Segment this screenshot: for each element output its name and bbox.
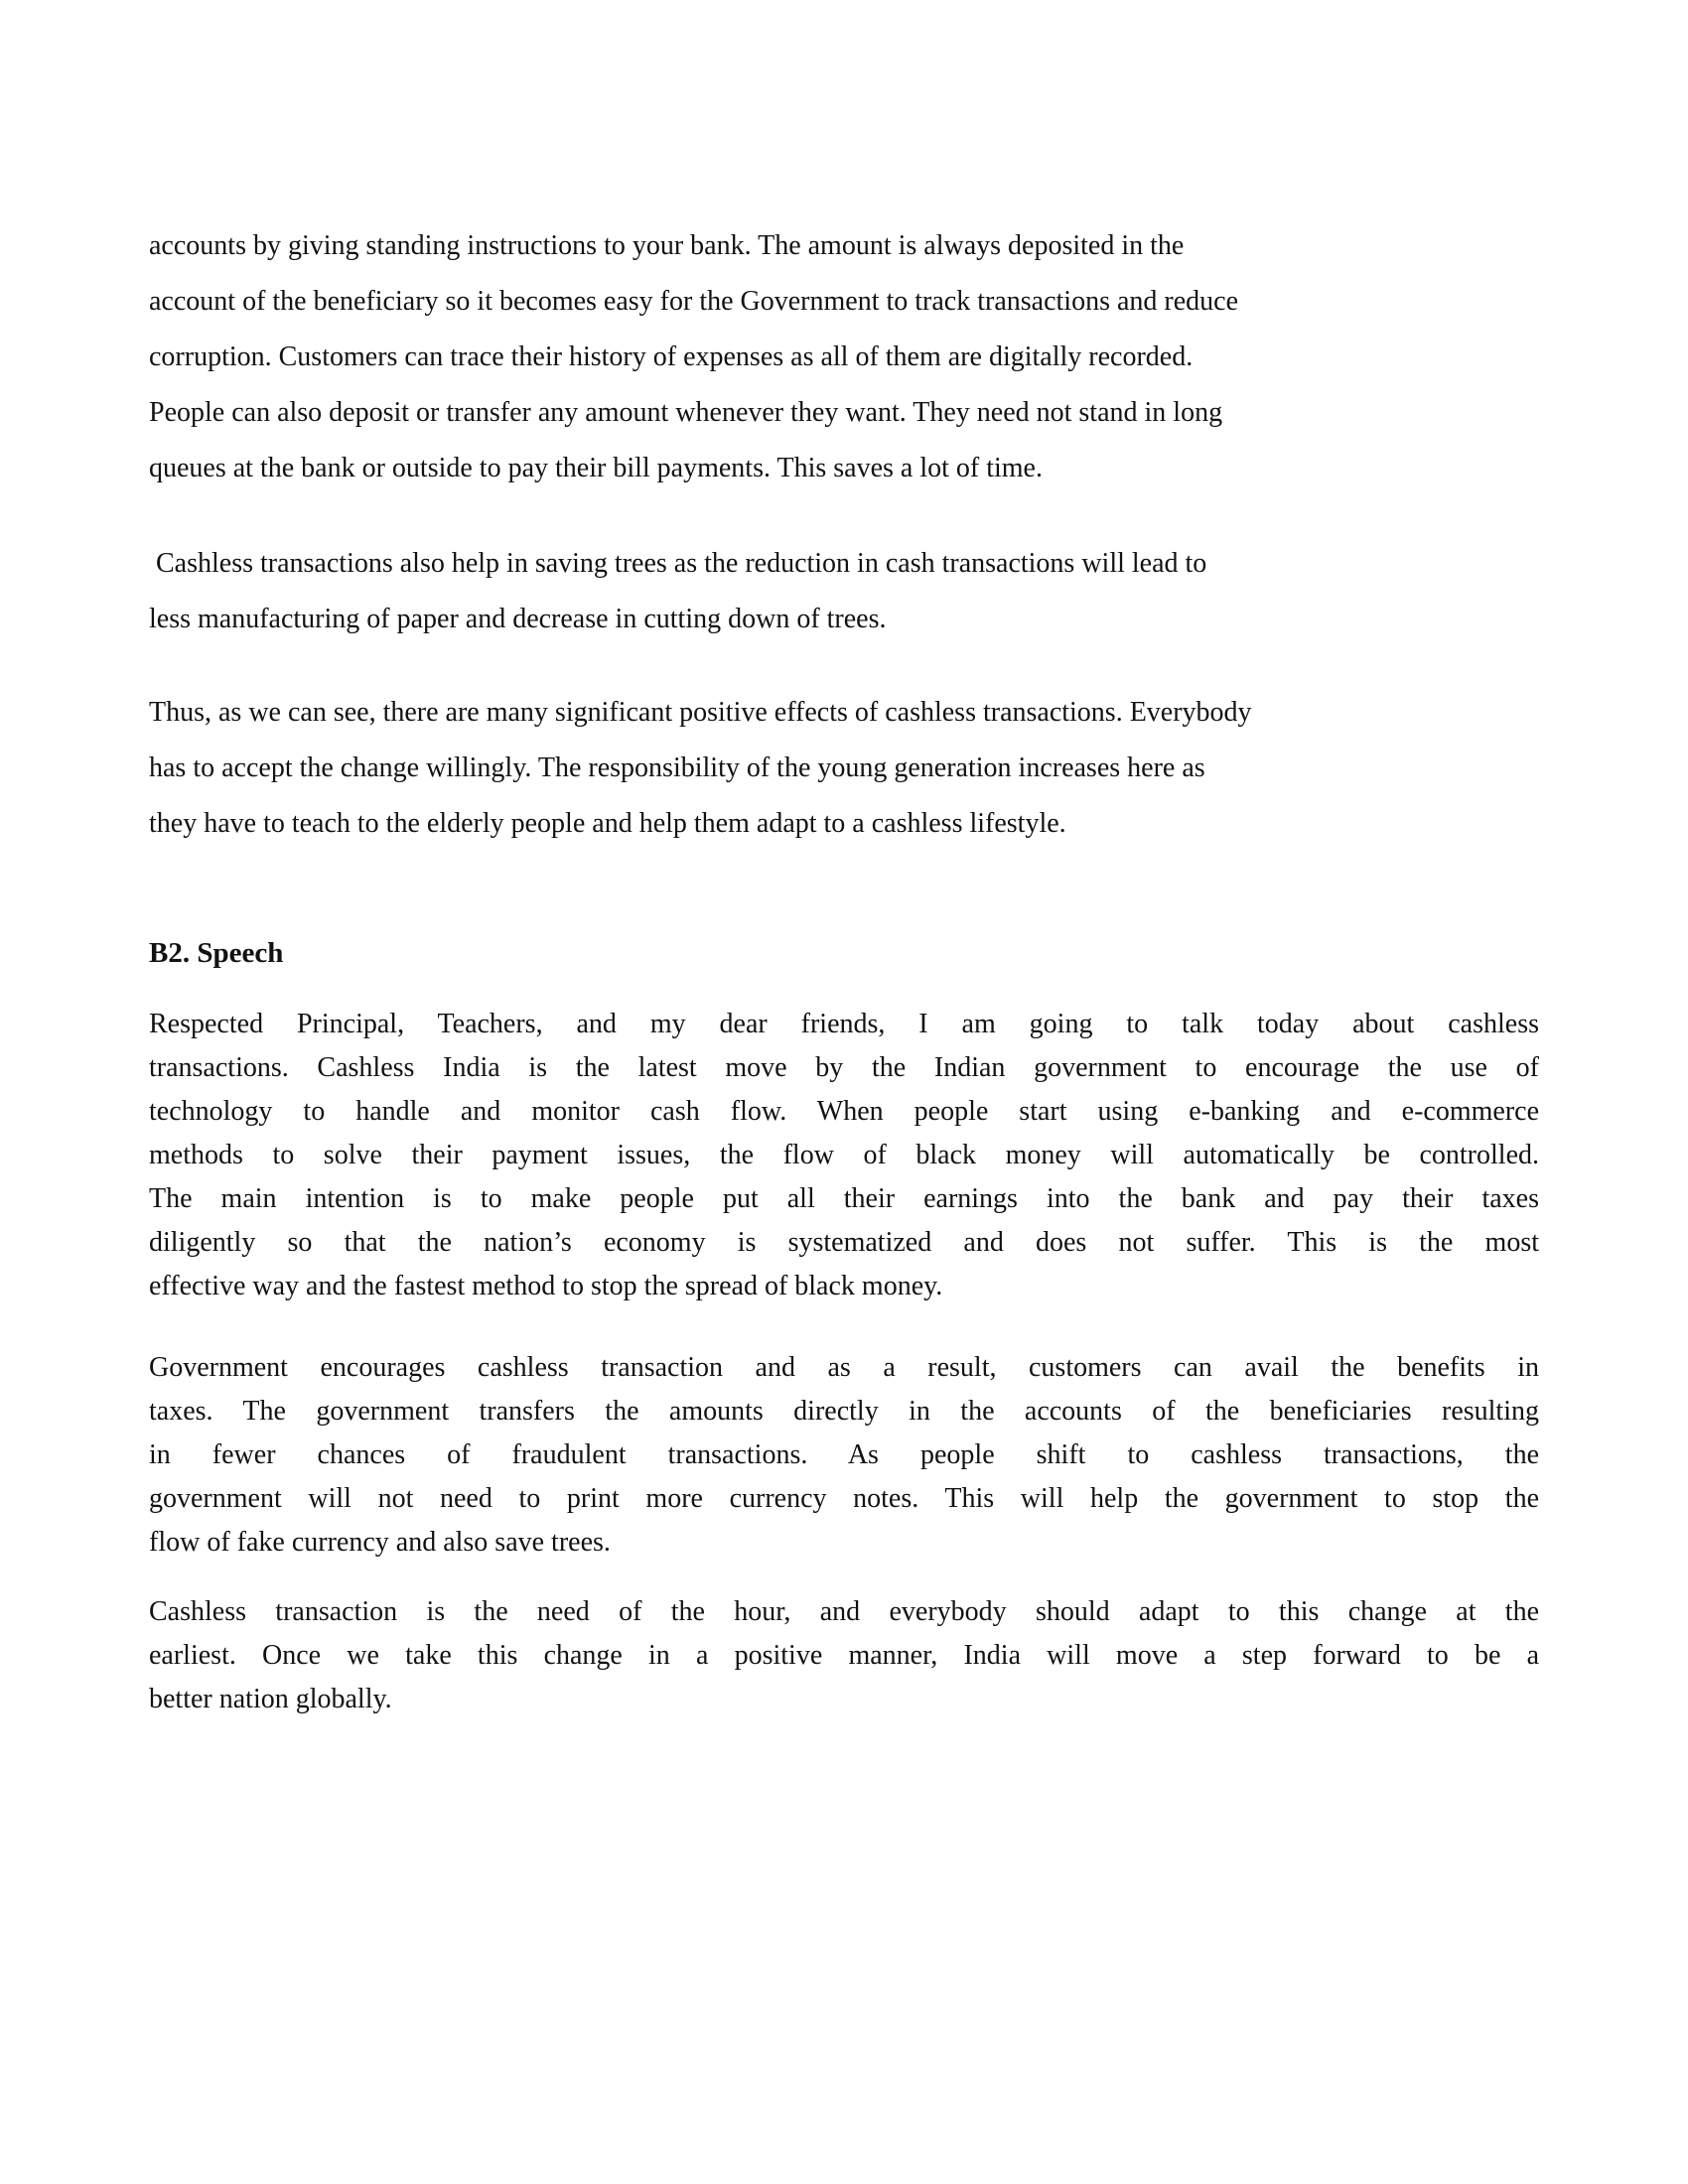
paragraph-line: better nation globally. — [149, 1684, 392, 1714]
paragraph — [149, 1003, 1539, 1308]
paragraph-line: taxes. The government transfers the amounts directly in the accounts of the beneficiaries resulting — [149, 1396, 1539, 1427]
paragraph-line: corruption. Customers can trace their history of expenses as all of them are digitally recorded. — [149, 341, 1194, 372]
paragraph-line: they have to teach to the elderly people and help them adapt to a cashless lifestyle. — [149, 808, 1066, 839]
paragraph-line: effective way and the fastest method to stop the spread of black money. — [149, 1271, 943, 1301]
paragraph-line: The main intention is to make people put all their earnings into the bank and pay their taxes — [149, 1183, 1539, 1214]
paragraph-line: government will not need to print more currency notes. This will help the government to stop the — [149, 1483, 1539, 1514]
paragraph — [149, 536, 1539, 647]
paragraph — [149, 218, 1539, 496]
paragraph-line: earliest. Once we take this change in a positive manner, India will move a step forward to be a — [149, 1640, 1539, 1671]
paragraph-line: accounts by giving standing instructions to your bank. The amount is always deposited in the — [149, 230, 1185, 261]
paragraph-line: Cashless transaction is the need of the hour, and everybody should adapt to this change at the — [149, 1596, 1539, 1627]
paragraph-line: diligently so that the nation’s economy is systematized and does not suffer. This is the most — [149, 1227, 1539, 1258]
paragraph — [149, 1346, 1539, 1565]
paragraph-line: less manufacturing of paper and decrease in cutting down of trees. — [149, 604, 887, 634]
paragraph-line: technology to handle and monitor cash flow. When people start using e-banking and e-commerce — [149, 1096, 1539, 1127]
paragraph-line: has to accept the change willingly. The responsibility of the young generation increases here as — [149, 752, 1205, 783]
paragraph-line: Respected Principal, Teachers, and my dear friends, I am going to talk today about cashless — [149, 1009, 1539, 1039]
paragraph-line: in fewer chances of fraudulent transactions. As people shift to cashless transactions, the — [149, 1439, 1539, 1470]
paragraph-line: flow of fake currency and also save trees. — [149, 1527, 611, 1558]
paragraph — [149, 685, 1539, 852]
paragraph-line: account of the beneficiary so it becomes easy for the Government to track transactions and reduce — [149, 286, 1239, 317]
paragraph — [149, 1590, 1539, 1721]
section-heading: B2. Speech — [149, 937, 284, 969]
paragraph-line: People can also deposit or transfer any amount whenever they want. They need not stand in long — [149, 397, 1223, 428]
paragraph-line: queues at the bank or outside to pay their bill payments. This saves a lot of time. — [149, 453, 1043, 483]
paragraph-line: Cashless transactions also help in saving trees as the reduction in cash transactions will lead to — [149, 548, 1207, 579]
paragraph-line: Government encourages cashless transaction and as a result, customers can avail the benefits in — [149, 1352, 1539, 1383]
paragraph-line: transactions. Cashless India is the latest move by the Indian government to encourage the use of — [149, 1052, 1539, 1083]
document-content — [149, 218, 1539, 1721]
paragraph-line: methods to solve their payment issues, the flow of black money will automatically be controlled. — [149, 1140, 1539, 1170]
paragraph-line: Thus, as we can see, there are many significant positive effects of cashless transactions. Everybody — [149, 697, 1252, 728]
